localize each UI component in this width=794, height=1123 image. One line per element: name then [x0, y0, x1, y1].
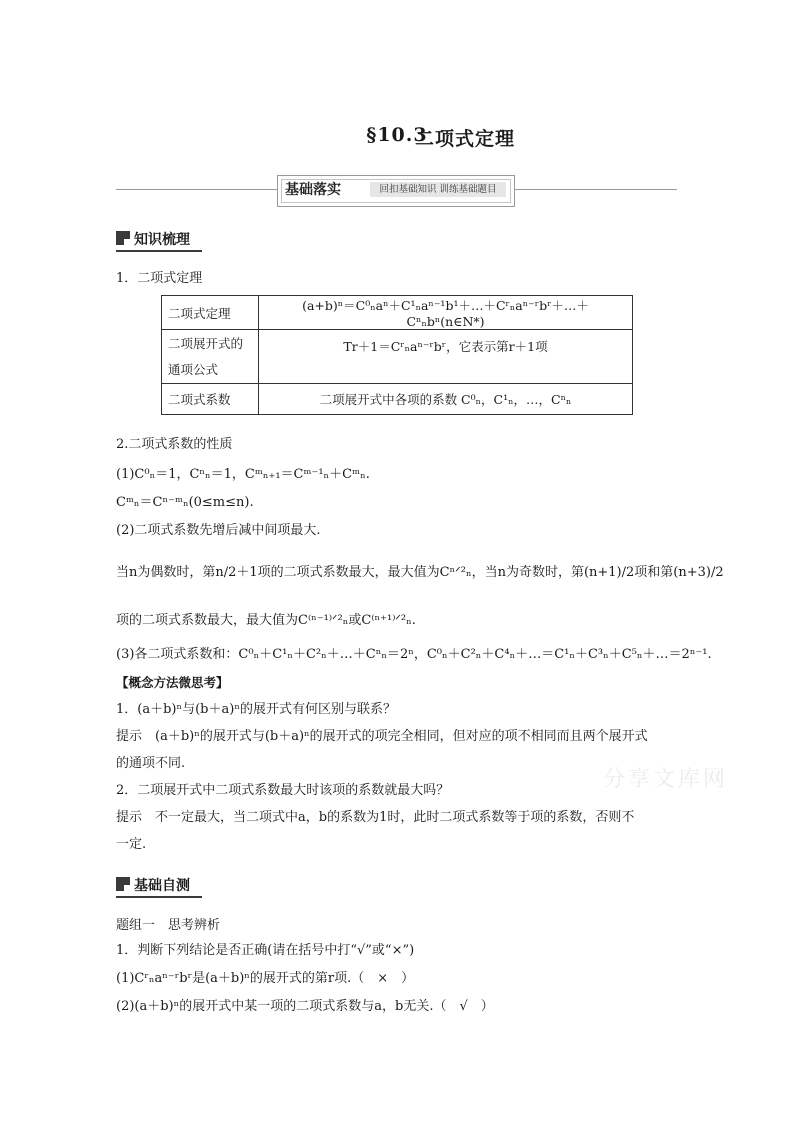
- binomial-table: [161, 295, 633, 415]
- table-key: 二项式定理: [162, 296, 259, 330]
- table-key: 二项展开式的通项公式: [162, 330, 259, 384]
- prop2-text: (2)二项式系数先增后减中间项最大.: [116, 523, 321, 538]
- heading-square-icon: [116, 877, 130, 891]
- table-row: [162, 296, 633, 330]
- banner-main-label: 基础落实: [285, 182, 341, 198]
- table-value: Tr＋1＝Cʳₙaⁿ⁻ʳbʳ，它表示第r＋1项: [259, 330, 633, 384]
- page-title: §10.3: [366, 124, 428, 146]
- page-title-name: 二项式定理: [414, 128, 515, 150]
- judge-question: 1．判断下列结论是否正确(请在括号中打“√”或“×”): [116, 943, 415, 958]
- prop1-line2: Cᵐₙ＝Cⁿ⁻ᵐₙ(0≤m≤n).: [116, 495, 254, 510]
- answer-1-line1: 提示 (a＋b)ⁿ的展开式与(b＋a)ⁿ的展开式的项完全相同，但对应的项不相同而且两个展开式: [116, 729, 648, 744]
- divider-left: [116, 189, 277, 190]
- prop3-text: (3)各二项式系数和：C⁰ₙ＋C¹ₙ＋C²ₙ＋…＋Cⁿₙ＝2ⁿ，C⁰ₙ＋C²ₙ＋C⁴ₙ＋…＝C¹ₙ＋C³ₙ＋C⁵ₙ＋…＝2ⁿ⁻¹.: [116, 647, 712, 662]
- table-row: [162, 330, 633, 384]
- group-title: 题组一 思考辨析: [116, 918, 221, 933]
- question-2: 2．二项展开式中二项式系数最大时该项的系数就最大吗？: [116, 783, 450, 798]
- item1-title: 1．二项式定理: [116, 271, 203, 286]
- think-heading: 【概念方法微思考】: [116, 675, 229, 690]
- prop1-line1: (1)C⁰ₙ＝1，Cⁿₙ＝1，Cᵐₙ₊₁＝Cᵐ⁻¹ₙ＋Cᵐₙ.: [116, 467, 370, 482]
- section-banner: [277, 175, 515, 207]
- answer-1-line2: 的通项不同.: [116, 756, 186, 771]
- prop2-even: 当n为偶数时，第n/2＋1项的二项式系数最大，最大值为Cⁿᐟ²ₙ，当n为奇数时，第(n+1)/2项和第(n+3)/2: [116, 565, 724, 580]
- banner-sub-label: 回扣基础知识 训练基础题目: [370, 182, 506, 197]
- table-value: (a+b)ⁿ＝C⁰ₙaⁿ＋C¹ₙaⁿ⁻¹b¹＋…＋Cʳₙaⁿ⁻ʳbʳ＋…＋Cⁿₙbⁿ(n∈N*): [259, 296, 633, 330]
- table-key: 二项式系数: [162, 384, 259, 415]
- item2-title: 2.二项式系数的性质: [116, 437, 233, 452]
- heading-square-icon: [116, 231, 130, 245]
- answer-2-line1: 提示 不一定最大，当二项式中a，b的系数为1时，此时二项式系数等于项的系数，否则不: [116, 810, 635, 825]
- judge-item-2: (2)(a＋b)ⁿ的展开式中某一项的二项式系数与a，b无关.（ √ ）: [116, 999, 494, 1014]
- table-row: [162, 384, 633, 415]
- divider-right: [515, 189, 677, 190]
- answer-2-line2: 一定.: [116, 837, 147, 852]
- judge-item-1: (1)Cʳₙaⁿ⁻ʳbʳ是(a＋b)ⁿ的展开式的第r项.（ × ）: [116, 971, 415, 986]
- prop2-odd: 项的二项式系数最大，最大值为C⁽ⁿ⁻¹⁾ᐟ²ₙ或C⁽ⁿ⁺¹⁾ᐟ²ₙ.: [116, 613, 416, 628]
- table-value: 二项展开式中各项的系数 C⁰ₙ，C¹ₙ，…，Cⁿₙ: [259, 384, 633, 415]
- watermark: 分享文库网: [603, 767, 729, 792]
- question-1: 1．(a＋b)ⁿ与(b＋a)ⁿ的展开式有何区别与联系？: [116, 702, 396, 717]
